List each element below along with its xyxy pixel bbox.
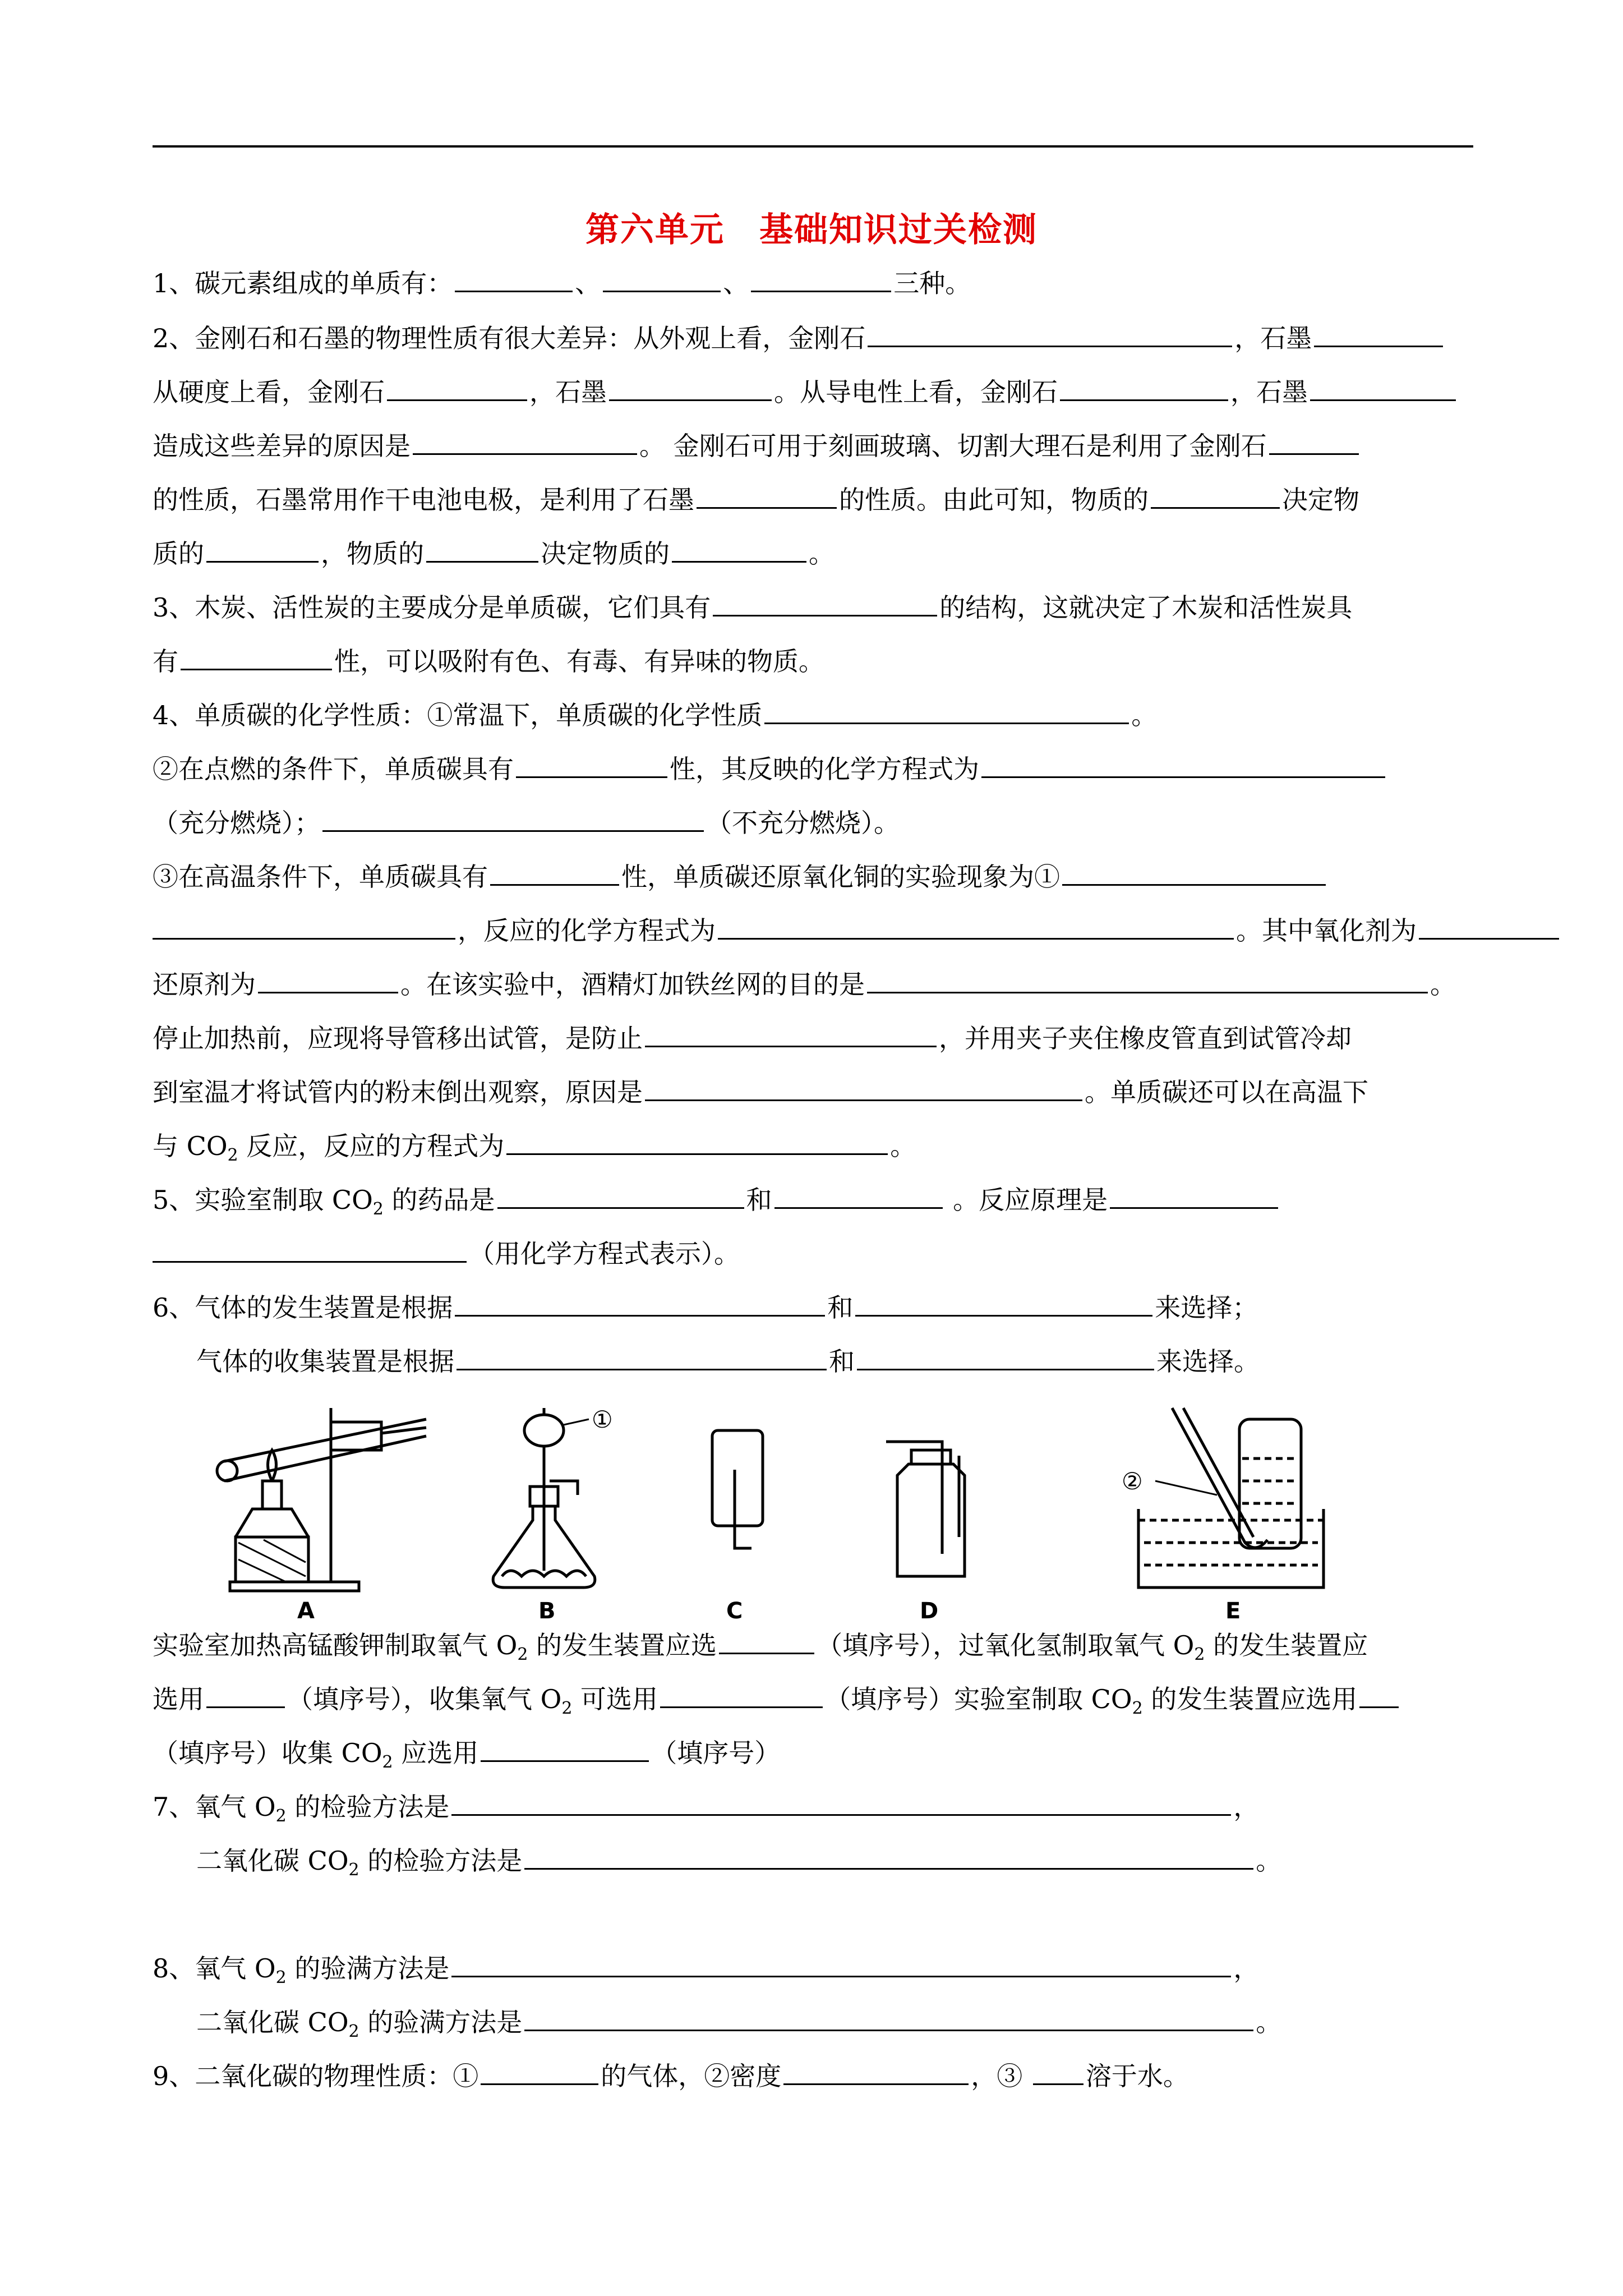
label-e: E — [1225, 1598, 1241, 1621]
question-2-line-5: 质的 ，物质的 决定物质的 。 — [153, 535, 834, 570]
question-8-line-1: 8、氧气 $O_2$ 的验满方法是 ， — [153, 1950, 1259, 1995]
label-b: B — [538, 1598, 556, 1621]
question-8-line-2: 二氧化碳 $CO_2$ 的验满方法是 。 — [196, 2004, 1281, 2049]
question-4-line-4: ③在高温条件下，单质碳具有 性，单质碳还原氧化铜的实验现象为① — [153, 858, 1328, 894]
apparatus-d — [886, 1442, 965, 1621]
marker-1: ① — [592, 1406, 613, 1433]
question-7-line-1: 7、氧气 $O_2$ 的检验方法是 ， — [153, 1788, 1259, 1833]
apparatus-a — [217, 1408, 426, 1621]
apparatus-figure — [213, 1397, 1368, 1621]
apparatus-c — [712, 1430, 763, 1621]
question-3-line-1: 3、木炭、活性炭的主要成分是单质碳，它们具有 的结构，这就决定了木炭和活性炭具 — [153, 589, 1352, 624]
header-rule — [153, 145, 1473, 148]
question-4-line-9: 与 $CO_2$ 反应，反应的方程式为 。 — [153, 1128, 916, 1172]
question-2-line-1: 2、金刚石和石墨的物理性质有很大差异：从外观上看，金刚石 ，石墨 — [153, 320, 1445, 355]
question-6-line-3: 实验室加热高锰酸钾制取氧气 $O_2$ 的发生装置应选 （填序号），过氧化氢制取氧气 $O_2$ 的发生装置应 — [153, 1627, 1368, 1672]
question-5-line-1: 5、实验室制取 $CO_2$ 的药品是 和 。反应原理是 — [153, 1181, 1280, 1226]
label-c: C — [726, 1598, 743, 1621]
marker-2: ② — [1122, 1467, 1143, 1495]
question-4-line-3: （充分燃烧）； （不充分燃烧）。 — [153, 804, 900, 840]
question-6-line-5: （填序号）收集 $CO_2$ 应选用 （填序号） — [153, 1734, 780, 1779]
question-4-line-6: 还原剂为 。在该实验中，酒精灯加铁丝网的目的是 。 — [153, 966, 1456, 1001]
question-7-line-2: 二氧化碳 $CO_2$ 的检验方法是 。 — [196, 1842, 1281, 1887]
question-4-line-8: 到室温才将试管内的粉末倒出观察，原因是 。单质碳还可以在高温下 — [153, 1074, 1368, 1109]
question-4-line-5: ，反应的化学方程式为 。其中氧化剂为 — [153, 912, 1561, 947]
question-4-line-1: 4、单质碳的化学性质：①常温下，单质碳的化学性质 。 — [153, 697, 1157, 732]
question-9: 9、二氧化碳的物理性质：① 的气体，②密度 ，③ 溶于水。 — [153, 2058, 1189, 2093]
apparatus-b — [493, 1406, 612, 1621]
question-3-line-2: 有 性，可以吸附有色、有毒、有异味的物质。 — [153, 643, 824, 678]
question-6-line-4: 选用 （填序号），收集氧气 $O_2$ 可选用 （填序号）实验室制取 $CO_2$ 的发生装置应选用 — [153, 1681, 1401, 1726]
label-d: D — [920, 1598, 939, 1621]
label-a: A — [297, 1598, 315, 1621]
question-2-line-2: 从硬度上看，金刚石 ，石墨 。从导电性上看，金刚石 ，石墨 — [153, 374, 1458, 409]
question-6-line-2: 气体的收集装置是根据 和 来选择。 — [196, 1343, 1260, 1378]
question-6-line-1: 6、气体的发生装置是根据 和 来选择； — [153, 1289, 1258, 1324]
apparatus-e — [1122, 1408, 1324, 1621]
question-2-line-3: 造成这些差异的原因是 。 金刚石可用于刻画玻璃、切割大理石是利用了金刚石 — [153, 427, 1361, 463]
question-4-line-2: ②在点燃的条件下，单质碳具有 性，其反映的化学方程式为 — [153, 751, 1387, 786]
question-1: 1、碳元素组成的单质有： 、 、 三种。 — [153, 265, 971, 300]
question-2-line-4: 的性质，石墨常用作干电池电极，是利用了石墨 的性质。由此可知，物质的 决定物 — [153, 481, 1359, 517]
question-5-line-2: （用化学方程式表示）。 — [153, 1235, 740, 1271]
page-title: 第六单元 基础知识过关检测 — [585, 210, 1038, 250]
question-4-line-7: 停止加热前，应现将导管移出试管，是防止 ，并用夹子夹住橡皮管直到试管冷却 — [153, 1020, 1352, 1055]
